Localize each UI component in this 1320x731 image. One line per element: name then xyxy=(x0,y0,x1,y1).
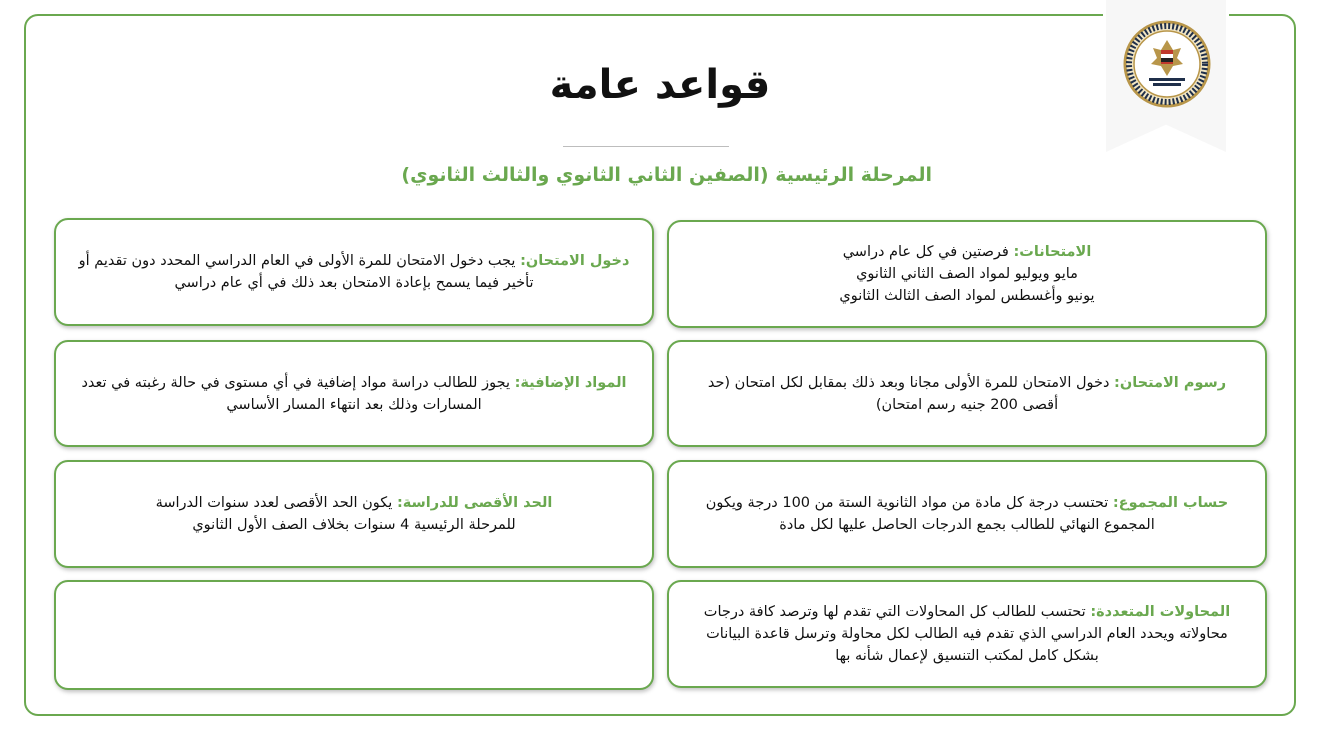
card-body: تحتسب للطالب كل المحاولات التي تقدم لها وترصد كافة درجات محاولاته ويحدد العام الدراسي الذي تقدم فيه الطالب لكل محاولة وترسل قاعدة البيانات بشكل كامل لمكتب التنسيق لإعمال شأنه بها xyxy=(703,604,1228,664)
card-body: يجوز للطالب دراسة مواد إضافية في أي مستوى في حالة رغبته في تعدد المسارات وذلك بعد انتهاء المسار الأساسي xyxy=(81,374,510,413)
page-subtitle: المرحلة الرئيسية (الصفين الثاني الثانوي والثالث الثانوي) xyxy=(401,164,932,186)
card-label: دخول الامتحان: xyxy=(520,253,630,269)
card-exam-fees xyxy=(667,340,1267,447)
card-max-study-duration xyxy=(54,460,654,568)
card-body: يجب دخول الامتحان للمرة الأولى في العام الدراسي المحدد دون تقديم أو تأخير فيما يسمح بإعادة الامتحان بعد ذلك في أي عام دراسي xyxy=(78,253,534,291)
card-body: دخول الامتحان للمرة الأولى مجانا وبعد ذلك بمقابل لكل امتحان (حد أقصى 200 جنيه رسم امتحان) xyxy=(707,374,1110,413)
card-line: للمرحلة الرئيسية 4 سنوات بخلاف الصف الأول الثانوي xyxy=(192,517,516,533)
title-divider xyxy=(563,146,729,147)
card-label: حساب المجموع: xyxy=(1112,495,1229,511)
card-exams xyxy=(667,220,1267,328)
page-title: قواعد عامة xyxy=(549,62,771,108)
card-exam-entry xyxy=(54,218,654,326)
card-total-calculation xyxy=(667,460,1267,568)
card-line: يونيو وأغسطس لمواد الصف الثالث الثانوي xyxy=(839,288,1095,304)
card-label: رسوم الامتحان: xyxy=(1114,374,1227,391)
card-line: يكون الحد الأقصى لعدد سنوات الدراسة xyxy=(155,495,393,511)
card-label: المواد الإضافية: xyxy=(514,374,627,391)
card-line: فرصتين في كل عام دراسي xyxy=(842,244,1009,260)
card-extra-subjects xyxy=(54,340,654,447)
ministry-of-education-seal-icon xyxy=(1123,20,1211,108)
card-label: المحاولات المتعددة: xyxy=(1090,604,1231,620)
card-empty xyxy=(54,580,654,690)
card-body: تحتسب درجة كل مادة من مواد الثانوية الستة من 100 درجة ويكون المجموع النهائي للطالب بجمع الدرجات الحاصل عليها لكل مادة xyxy=(705,495,1155,533)
card-label: الحد الأقصى للدراسة: xyxy=(396,495,553,511)
card-multiple-attempts xyxy=(667,580,1267,688)
card-line: مايو ويوليو لمواد الصف الثاني الثانوي xyxy=(856,266,1078,282)
card-label: الامتحانات: xyxy=(1013,244,1092,260)
